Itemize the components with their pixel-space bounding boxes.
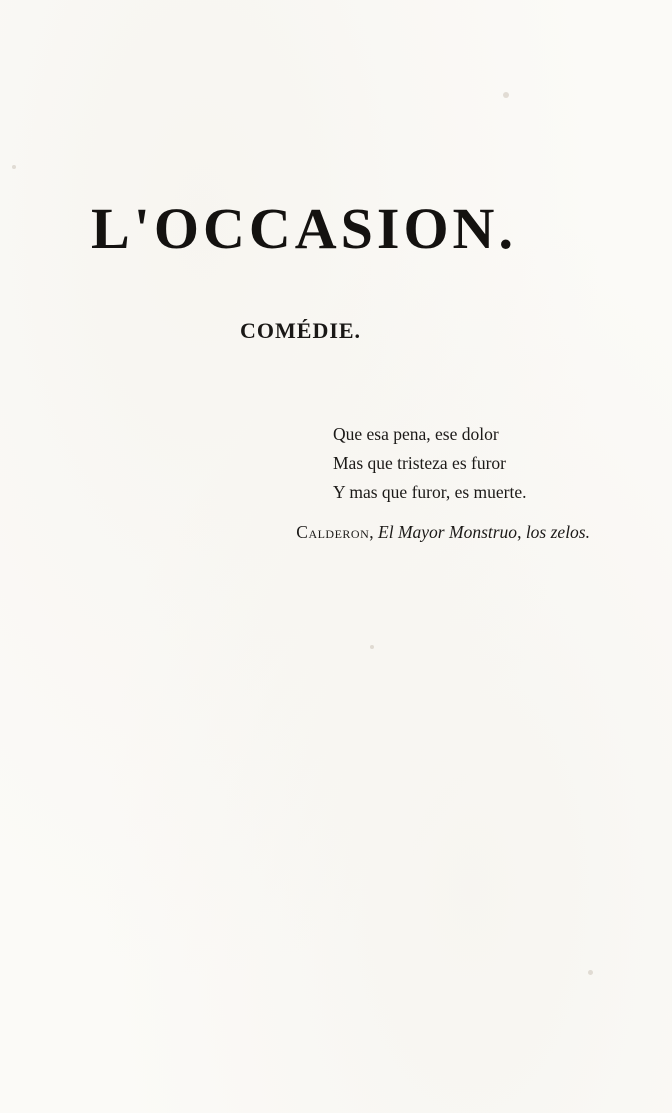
paper-speck (588, 970, 593, 975)
paper-speck (370, 645, 374, 649)
epigraph (333, 420, 527, 507)
page-title: L'OCCASION. (91, 196, 517, 261)
epigraph-line: Mas que tristeza es furor (333, 453, 506, 473)
epigraph-attribution (296, 519, 590, 545)
epigraph-line: Que esa pena, ese dolor (333, 424, 499, 444)
paper-speck (12, 165, 16, 169)
attribution-author: Calderon (296, 522, 370, 542)
page-subtitle: COMÉDIE. (240, 318, 362, 343)
epigraph-line: Y mas que furor, es muerte. (333, 482, 527, 502)
paper-speck (503, 92, 509, 98)
attribution-separator: , (369, 522, 379, 542)
attribution-work-subtitle: los zelos. (525, 522, 590, 542)
attribution-work-separator: , (517, 522, 526, 542)
attribution-work-title: El Mayor Monstruo (378, 522, 518, 542)
